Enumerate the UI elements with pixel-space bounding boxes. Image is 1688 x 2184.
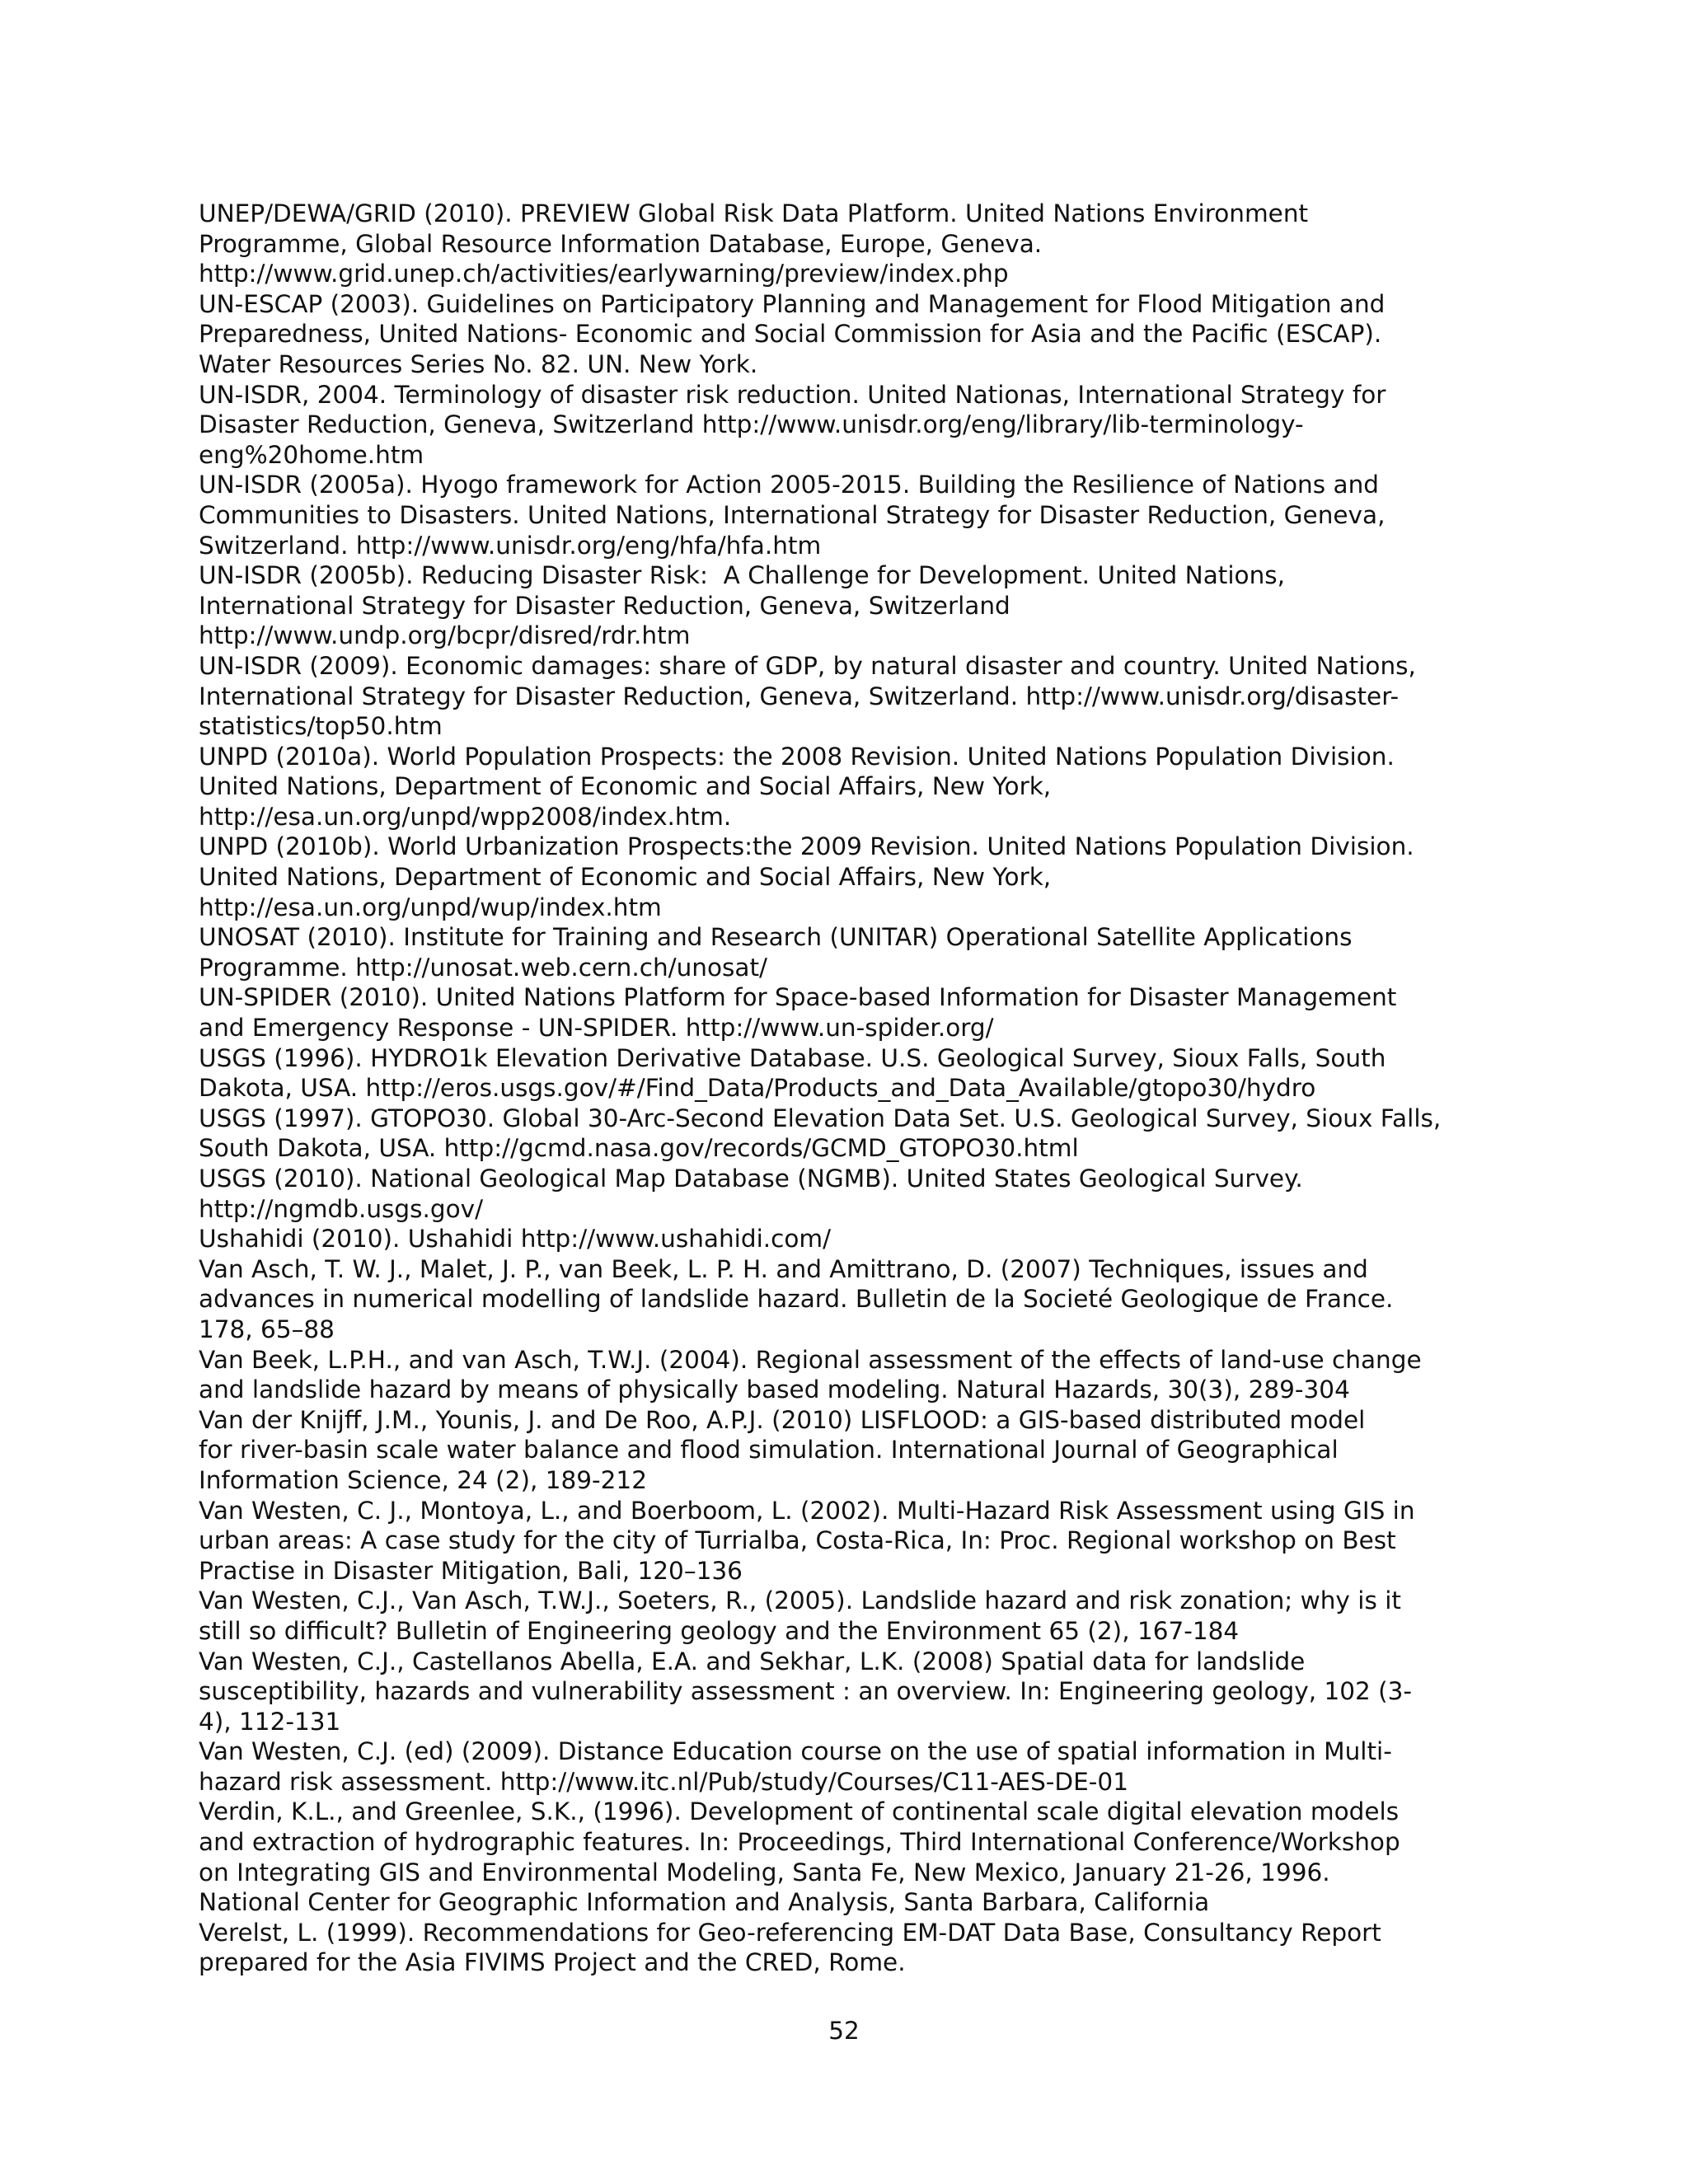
reference-entry xyxy=(199,1586,1534,1646)
reference-entry xyxy=(199,199,1534,289)
reference-line: UNOSAT (2010). Institute for Training and Research (UNITAR) Operational Satellite Applications xyxy=(199,923,1353,952)
reference-entry xyxy=(199,1647,1534,1737)
reference-entry xyxy=(199,289,1534,380)
reference-line: and landslide hazard by means of physically based modeling. Natural Hazards, 30(3), 289-304 xyxy=(199,1376,1350,1404)
reference-entry xyxy=(199,1104,1534,1164)
reference-line: advances in numerical modelling of landslide hazard. Bulletin de la Societé Geologique de France. xyxy=(199,1285,1394,1314)
reference-line: USGS (1997). GTOPO30. Global 30-Arc-Second Elevation Data Set. U.S. Geological Survey, Sioux Falls, xyxy=(199,1104,1442,1132)
reference-entry xyxy=(199,1043,1534,1104)
reference-entry xyxy=(199,1164,1534,1224)
reference-line: Switzerland. http://www.unisdr.org/eng/hfa/hfa.htm xyxy=(199,531,822,560)
reference-line: South Dakota, USA. http://gcmd.nasa.gov/records/GCMD_GTOPO30.html xyxy=(199,1134,1079,1163)
reference-line: http://esa.un.org/unpd/wup/index.htm xyxy=(199,893,662,921)
reference-entry xyxy=(199,1918,1534,1978)
reference-line: Van Westen, C.J., Castellanos Abella, E.A. and Sekhar, L.K. (2008) Spatial data for landslide xyxy=(199,1647,1306,1675)
reference-line: Practise in Disaster Mitigation, Bali, 120–136 xyxy=(199,1556,743,1585)
reference-line: Van der Knijff, J.M., Younis, J. and De Roo, A.P.J. (2010) LISFLOOD: a GIS-based distributed model xyxy=(199,1405,1366,1434)
reference-entry xyxy=(199,1345,1534,1405)
reference-line: Dakota, USA. http://eros.usgs.gov/#/Find_Data/Products_and_Data_Available/gtopo30/hydro xyxy=(199,1074,1316,1103)
reference-line: UN-ISDR (2005b). Reducing Disaster Risk: A Challenge for Development. United Nations, xyxy=(199,561,1286,590)
reference-line: USGS (1996). HYDRO1k Elevation Derivative Database. U.S. Geological Survey, Sioux Falls, South xyxy=(199,1043,1386,1072)
reference-line: susceptibility, hazards and vulnerability assessment : an overview. In: Engineering geology, 102 (3- xyxy=(199,1677,1413,1706)
reference-line: still so difficult? Bulletin of Engineering geology and the Environment 65 (2), 167-184 xyxy=(199,1616,1240,1645)
reference-entry xyxy=(199,1405,1534,1496)
reference-entry xyxy=(199,470,1534,560)
reference-entry xyxy=(199,380,1534,471)
reference-line: 4), 112-131 xyxy=(199,1707,341,1736)
reference-entry xyxy=(199,1496,1534,1586)
reference-entry xyxy=(199,742,1534,832)
reference-line: United Nations, Department of Economic and Social Affairs, New York, xyxy=(199,863,1052,892)
reference-entry xyxy=(199,1736,1534,1797)
reference-line: Programme, Global Resource Information Database, Europe, Geneva. xyxy=(199,229,1043,258)
reference-line: National Center for Geographic Information and Analysis, Santa Barbara, California xyxy=(199,1888,1210,1917)
reference-line: UN-ISDR, 2004. Terminology of disaster risk reduction. United Nationas, International Strategy for xyxy=(199,380,1386,409)
reference-line: Water Resources Series No. 82. UN. New York. xyxy=(199,349,758,378)
reference-line: United Nations, Department of Economic and Social Affairs, New York, xyxy=(199,772,1052,801)
reference-line: http://ngmdb.usgs.gov/ xyxy=(199,1194,484,1223)
reference-line: http://www.grid.unep.ch/activities/earlywarning/preview/index.php xyxy=(199,260,1009,288)
reference-line: UNPD (2010a). World Population Prospects: the 2008 Revision. United Nations Population Division. xyxy=(199,742,1395,771)
reference-entry xyxy=(199,1797,1534,1917)
reference-line: UN-ISDR (2009). Economic damages: share of GDP, by natural disaster and country. United Nations, xyxy=(199,651,1416,680)
reference-line: for river-basin scale water balance and flood simulation. International Journal of Geographical xyxy=(199,1436,1339,1465)
reference-line: hazard risk assessment. http://www.itc.nl/Pub/study/Courses/C11-AES-DE-01 xyxy=(199,1767,1128,1796)
reference-line: Preparedness, United Nations- Economic and Social Commission for Asia and the Pacific (ESCAP). xyxy=(199,320,1382,349)
reference-line: Programme. http://unosat.web.cern.ch/unosat/ xyxy=(199,953,767,982)
reference-line: Van Westen, C. J., Montoya, L., and Boerboom, L. (2002). Multi-Hazard Risk Assessment using GIS in xyxy=(199,1496,1415,1525)
reference-line: prepared for the Asia FIVIMS Project and the CRED, Rome. xyxy=(199,1948,906,1977)
reference-line: USGS (2010). National Geological Map Database (NGMB). United States Geological Survey. xyxy=(199,1165,1303,1193)
reference-line: Verelst, L. (1999). Recommendations for Geo-referencing EM-DAT Data Base, Consultancy Report xyxy=(199,1918,1381,1947)
reference-entry xyxy=(199,922,1534,982)
reference-line: eng%20home.htm xyxy=(199,440,424,469)
reference-line: and extraction of hydrographic features. In: Proceedings, Third International Conference/Workshop xyxy=(199,1828,1400,1857)
reference-line: http://esa.un.org/unpd/wpp2008/index.htm. xyxy=(199,802,732,831)
reference-line: UNEP/DEWA/GRID (2010). PREVIEW Global Risk Data Platform. United Nations Environment xyxy=(199,199,1309,227)
reference-line: Information Science, 24 (2), 189-212 xyxy=(199,1465,647,1494)
reference-line: http://www.undp.org/bcpr/disred/rdr.htm xyxy=(199,621,691,650)
reference-line: 178, 65–88 xyxy=(199,1315,335,1343)
reference-line: Van Beek, L.P.H., and van Asch, T.W.J. (2004). Regional assessment of the effects of land-use change xyxy=(199,1345,1422,1374)
reference-line: UN-ISDR (2005a). Hyogo framework for Action 2005-2015. Building the Resilience of Nations and xyxy=(199,471,1380,499)
reference-line: Ushahidi (2010). Ushahidi http://www.ushahidi.com/ xyxy=(199,1225,832,1254)
reference-line: Van Asch, T. W. J., Malet, J. P., van Beek, L. P. H. and Amittrano, D. (2007) Techniques, issues and xyxy=(199,1254,1368,1283)
reference-entry xyxy=(199,832,1534,922)
page-number: 52 xyxy=(828,2017,860,2045)
reference-line: UN-SPIDER (2010). United Nations Platform for Space-based Information for Disaster Management xyxy=(199,983,1397,1012)
reference-line: International Strategy for Disaster Reduction, Geneva, Switzerland. http://www.unisdr.org/disaster- xyxy=(199,682,1400,710)
reference-list xyxy=(199,199,1534,1978)
reference-entry xyxy=(199,1254,1534,1345)
reference-entry xyxy=(199,651,1534,742)
reference-line: Van Westen, C.J. (ed) (2009). Distance Education course on the use of spatial information in Multi- xyxy=(199,1737,1392,1766)
reference-line: UNPD (2010b). World Urbanization Prospects:the 2009 Revision. United Nations Population Division. xyxy=(199,832,1414,861)
reference-line: Communities to Disasters. United Nations, International Strategy for Disaster Reduction, Geneva, xyxy=(199,500,1386,529)
reference-line: and Emergency Response - UN-SPIDER. http://www.un-spider.org/ xyxy=(199,1014,994,1043)
reference-line: statistics/top50.htm xyxy=(199,712,443,741)
reference-line: urban areas: A case study for the city of Turrialba, Costa-Rica, In: Proc. Regional workshop on Best xyxy=(199,1526,1396,1555)
reference-entry xyxy=(199,560,1534,651)
reference-line: UN-ESCAP (2003). Guidelines on Participatory Planning and Management for Flood Mitigation and xyxy=(199,289,1386,318)
reference-line: Disaster Reduction, Geneva, Switzerland http://www.unisdr.org/eng/library/lib-terminology- xyxy=(199,410,1304,439)
reference-line: Verdin, K.L., and Greenlee, S.K., (1996). Development of continental scale digital elevation models xyxy=(199,1797,1400,1826)
reference-line: International Strategy for Disaster Reduction, Geneva, Switzerland xyxy=(199,591,1010,620)
reference-entry xyxy=(199,1224,1534,1254)
reference-line: on Integrating GIS and Environmental Modeling, Santa Fe, New Mexico, January 21-26, 1996. xyxy=(199,1858,1330,1886)
reference-entry xyxy=(199,982,1534,1043)
reference-line: Van Westen, C.J., Van Asch, T.W.J., Soeters, R., (2005). Landslide hazard and risk zonation; why is it xyxy=(199,1586,1401,1615)
